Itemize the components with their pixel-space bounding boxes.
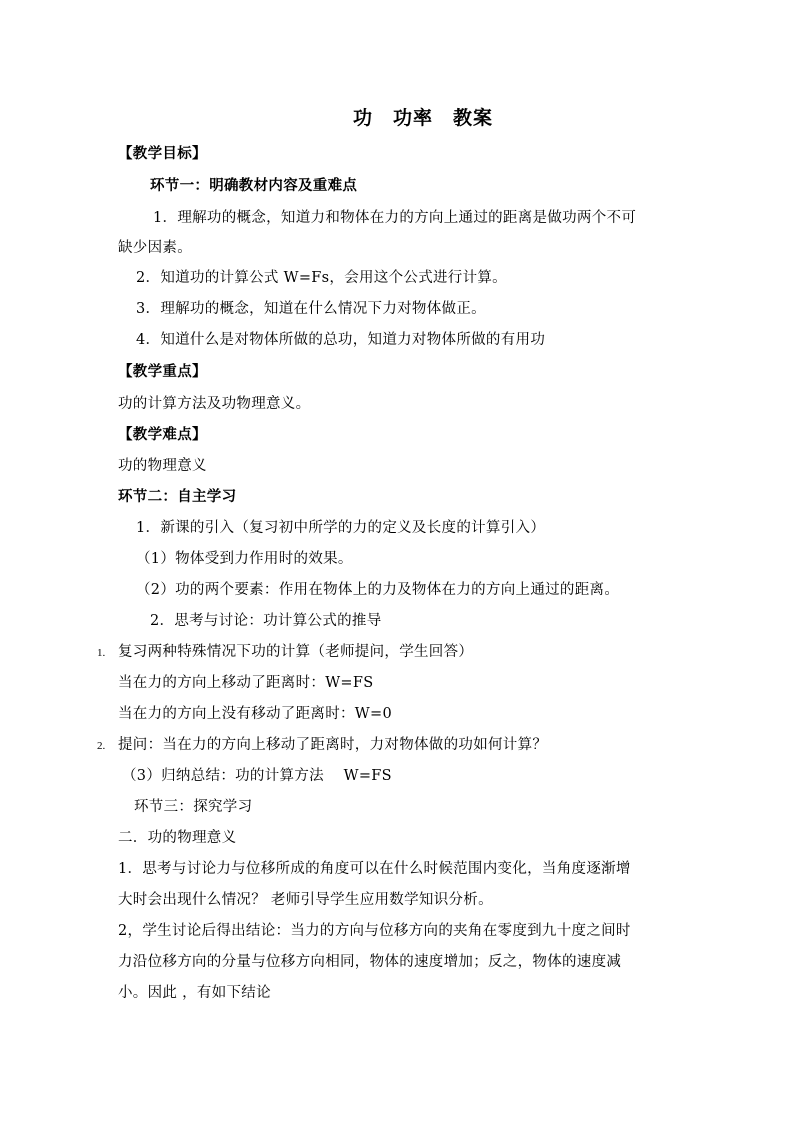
item-discussion-formula: 2．思考与讨论：功计算公式的推导 (150, 613, 382, 629)
objective-1-line-1: 1．理解功的概念，知道力和物体在力的方向上通过的距离是做功两个不可 (153, 210, 637, 226)
paragraph-2-line-3: 小。因此 ，有如下结论 (118, 985, 271, 1001)
item-two-elements-of-work: （2）功的两个要素：作用在物体上的力及物体在力的方向上通过的距离。 (136, 582, 620, 598)
item-effect-of-force: （1）物体受到力作用时的效果。 (136, 551, 353, 567)
section-2-heading: 环节二：自主学习 (118, 488, 237, 505)
paragraph-2-line-1: 2，学生讨论后得出结论：当力的方向与位移方向的夹角在零度到九十度之间时 (118, 923, 631, 939)
subheading-physical-meaning: 二．功的物理意义 (118, 830, 237, 846)
heading-objectives: 【教学目标】 (118, 145, 207, 162)
section-3-heading: 环节三：探究学习 (134, 799, 253, 815)
objective-4: 4．知道什么是对物体所做的总功，知道力对物体所做的有用功 (136, 332, 546, 348)
paragraph-1-line-1: 1．思考与讨论力与位移所成的角度可以在什么时候范围内变化，当角度逐渐增 (118, 861, 631, 877)
paragraph-1-line-2: 大时会出现什么情况？ 老师引导学生应用数学知识分析。 (118, 892, 493, 908)
objective-3: 3．理解功的概念，知道在什么情况下力对物体做正。 (136, 301, 486, 317)
key-points-text: 功的计算方法及功物理意义。 (118, 396, 311, 412)
list-number-2: 2. (97, 740, 106, 752)
item-summary-formula: （3）归纳总结：功的计算方法 W=FS (122, 768, 392, 784)
item-new-lesson-intro: 1．新课的引入（复习初中所学的力的定义及长度的计算引入） (136, 520, 546, 536)
list-item-question: 提问：当在力的方向上移动了距离时，力对物体做的功如何计算？ (118, 737, 548, 753)
case-no-distance: 当在力的方向上没有移动了距离时：W=0 (118, 706, 392, 722)
difficulties-text: 功的物理意义 (118, 458, 207, 474)
heading-difficulties: 【教学难点】 (118, 426, 207, 443)
document-title: 功 功率 教案 (352, 107, 493, 129)
section-1-heading: 环节一：明确教材内容及重难点 (150, 177, 358, 194)
paragraph-2-line-2: 力沿位移方向的分量与位移方向相同，物体的速度增加；反之，物体的速度减 (118, 954, 622, 970)
case-moved-distance: 当在力的方向上移动了距离时：W=FS (118, 675, 374, 691)
list-item-review-special-cases: 复习两种特殊情况下功的计算（老师提问，学生回答） (118, 644, 474, 660)
objective-1-line-2: 缺少因素。 (118, 240, 192, 256)
list-number-1: 1. (97, 647, 106, 659)
objective-2: 2．知道功的计算公式 W=Fs，会用这个公式进行计算。 (136, 270, 507, 286)
heading-key-points: 【教学重点】 (118, 363, 207, 380)
